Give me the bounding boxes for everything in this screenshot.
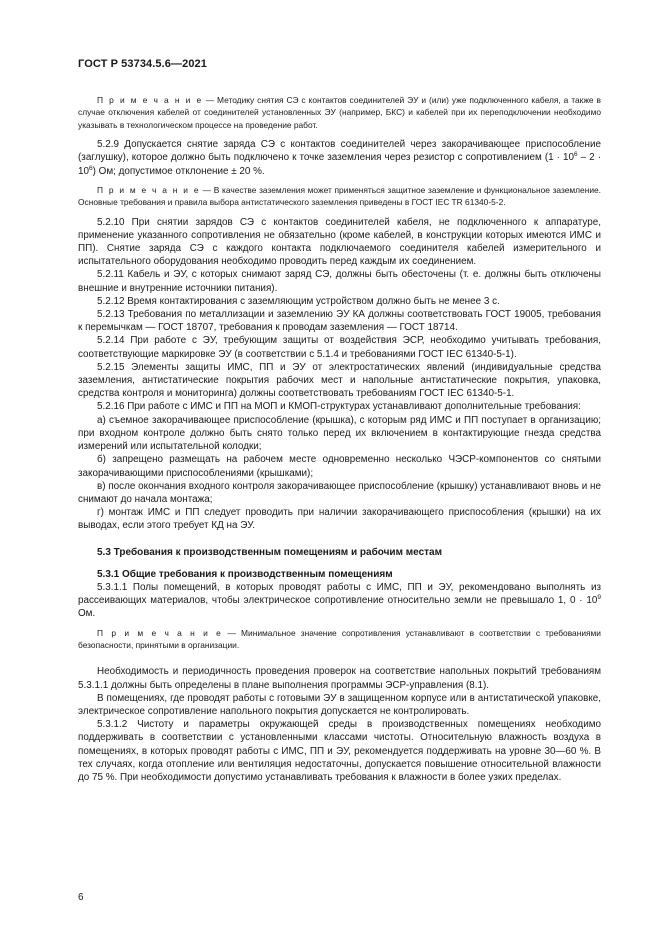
paragraph-5-3-1-2: 5.3.1.2 Чистоту и параметры окружающей среды в производственных помещениях необходимо поддерживать в соответствии с установленными классами чистоты. Относительную влажность воздуха в помещениях, в которых проводят работы с ИМС, ПП и ЭУ, рекомендуется поддерживать на уровне 30—60 %. В тех случаях, когда отопление или вентиляция недостаточны, допускается повышение относительной влажности до 75 %. При необходимости допустимо устанавливать требования к влажности в более узких пределах. xyxy=(78,719,601,783)
section-heading-5-3: 5.3 Требования к производственным помещениям и рабочим местам xyxy=(97,546,442,558)
note-label: П р и м е ч а н и е xyxy=(97,95,203,105)
paragraph-5-2-16: 5.2.16 При работе с ИМС и ПП на МОП и КМОП-структурах устанавливают дополнительные требования: xyxy=(97,401,581,413)
note-label: П р и м е ч а н и е xyxy=(97,184,201,195)
paragraph-5-3-1-1: 5.3.1.1 Полы помещений, в которых проводят работы с ИМС, ПП и ЭУ, рекомендовано выполнять из рассеивающих материалов, чтобы электрическое сопротивление относительно земли не превышало 1, $0 \cdot 10^9$ Ом. xyxy=(78,581,601,620)
note-1: П р и м е ч а н и е — Методику снятия СЭ с контактов соединителей ЭУ и (или) уже подключенного кабеля, а также в случае отключения кабелей от соединителей установленных ЭУ (например, БКС) и кабелей при их переподключении необходимо указывать в технологическом процессе на проведение работ. xyxy=(78,95,601,130)
note-3: П р и м е ч а н и е — Минимальное значение сопротивления устанавливают в соответствии с требованиями безопасности, принятыми в организации. xyxy=(78,627,601,650)
paragraph-5-2-10: 5.2.10 При снятии зарядов СЭ с контактов соединителей кабеля, не подключенного к аппаратуре, применение указанного сопротивления не обязательно (кроме кабелей, в конструкции которых имеются ИМС и ПП). Снятие заряда СЭ с каждого контакта подключаемого соединителя кабелей измерительного и испытательного оборудования необходимо проводить перед каждым их соединением. xyxy=(78,216,601,268)
note-label: П р и м е ч а н и е xyxy=(97,627,223,638)
subsection-heading-5-3-1: 5.3.1 Общие требования к производственным помещениям xyxy=(97,568,393,580)
paragraph-rooms: В помещениях, где проводят работы с готовыми ЭУ в защищенном корпусе или в антистатической упаковке, электрическое сопротивление напольного покрытия допускается не контролировать. xyxy=(78,692,601,717)
note-2: П р и м е ч а н и е — В качестве заземления может применяться защитное заземление и функциональное заземление. Основные требования и правила выбора антистатического заземления приведены в ГОСТ IEC TR 61340-5-2. xyxy=(78,184,601,208)
paragraph-5-2-12: 5.2.12 Время контактирования с заземляющим устройством должно быть не менее 3 с. xyxy=(97,295,500,307)
paragraph-5-2-13: 5.2.13 Требования по металлизации и заземлению ЭУ КА должны соответствовать ГОСТ 19005, требования к перемычкам — ГОСТ 18707, требования к проводам заземления — ГОСТ 18714. xyxy=(78,309,601,334)
list-item-a: а) съемное закорачивающее приспособление (крышка), с которым ряд ИМС и ПП поступает в организацию; при входном контроле должно быть снято только перед их включением в контактирующие гнезда средства измерений или испытательной колодки; xyxy=(78,414,601,453)
page-number: 6 xyxy=(78,892,84,903)
paragraph-checks: Необходимость и периодичность проведения проверок на соответствие напольных покрытий требованиям 5.3.1.1 должны быть определены в плане выполнения программы ЭСР-управления (8.1). xyxy=(78,666,601,691)
paragraph-5-2-14: 5.2.14 При работе с ЭУ, требующим защиты от воздействия ЭСР, необходимо учитывать требования, соответствующие маркировке ЭУ (в соответствии с 5.1.4 и требованиями ГОСТ IEC 61340-5-1). xyxy=(78,335,601,360)
list-item-g: г) монтаж ИМС и ПП следует проводить при наличии закорачивающего приспособления (крышки) на их выводах, если этого требует КД на ЭУ. xyxy=(78,507,601,532)
paragraph-5-2-9: 5.2.9 Допускается снятие заряда СЭ с контактов соединителей через закорачивающее приспособление (заглушку), которое должно быть подключено к точке заземления через резистор с сопротивлением $(1 \cdot 10^6 - 2 \cdot 10^6)$ Ом; допустимое отклонение ± 20 %. xyxy=(78,139,601,177)
list-item-v: в) после окончания входного контроля закорачивающее приспособление (крышку) устанавливают вновь и не снимают до начала монтажа; xyxy=(78,480,601,505)
paragraph-5-2-15: 5.2.15 Элементы защиты ИМС, ПП и ЭУ от электростатических явлений (индивидуальные средства заземления, антистатические покрытия рабочих мест и напольные антистатические покрытия, упаковка, средства контроля и мониторинга) должны соответствовать требованиям ГОСТ IEC 61340-5-1. xyxy=(78,361,601,400)
list-item-b: б) запрещено размещать на рабочем месте одновременно несколько ЧЭСР-компонентов со снятыми закорачивающими приспособлениями (крышками); xyxy=(78,454,601,479)
document-header: ГОСТ Р 53734.5.6—2021 xyxy=(78,58,207,70)
paragraph-5-2-11: 5.2.11 Кабель и ЭУ, с которых снимают заряд СЭ, должны быть обесточены (т. е. должны быть отключены внешние и внутренние источники питания). xyxy=(78,269,601,294)
